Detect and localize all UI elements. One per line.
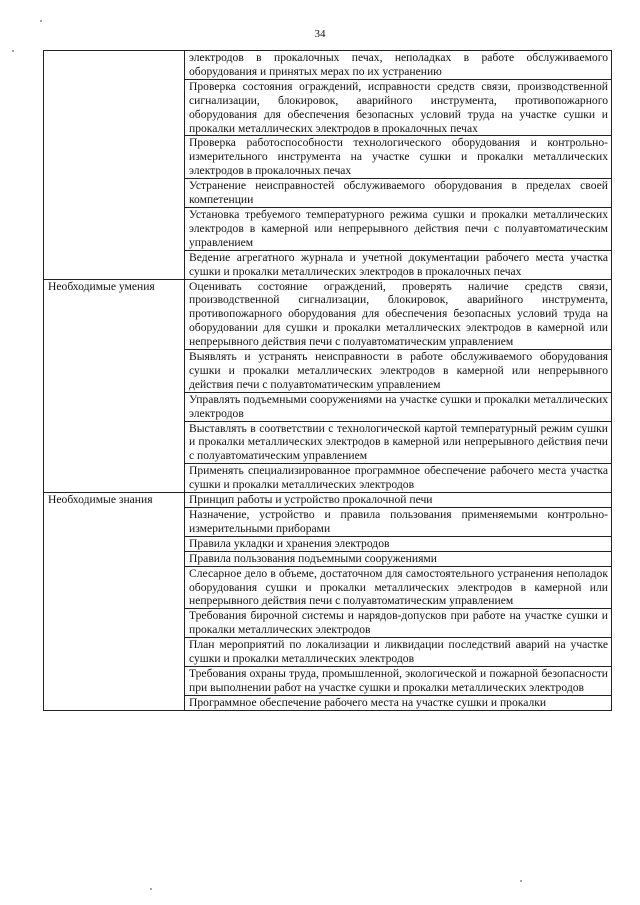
table-cell: Выявлять и устранять неисправности в работе обслуживаемого оборудования сушки и прокалки металлических электродов в камерной или непрерывного действия печи с полуавтоматическим управлением — [185, 350, 612, 393]
table-cell: Проверка состояния ограждений, исправности средств связи, производственной сигнализации, блокировок, аварийного инструмента, противопожарного оборудования для обеспечения безопасных условий труда на участке сушки и прокалки металлических электродов в прокалочных печах — [185, 79, 612, 136]
table-row — [44, 51, 612, 80]
row-label — [44, 51, 185, 280]
table-cell: Проверка работоспособности технологического оборудования и контрольно-измерительного инструмента на участке сушки и прокалки металлических электродов в прокалочных печах — [185, 136, 612, 179]
table-cell: Слесарное дело в объеме, достаточном для самостоятельного устранения неполадок оборудования сушки и прокалки металлических электродов в камерной или непрерывного действия печи с полуавтоматическим управлением — [185, 566, 612, 609]
table-cell: Устранение неисправностей обслуживаемого оборудования в пределах своей компетенции — [185, 179, 612, 208]
table-cell: Установка требуемого температурного режима сушки и прокалки металлических электродов в камерной или непрерывного действия печи с полуавтоматическим управлением — [185, 207, 612, 250]
table-cell: Требования бирочной системы и нарядов-допусков при работе на участке сушки и прокалки металлических электродов — [185, 609, 612, 638]
scan-speck — [150, 888, 152, 890]
table-cell: Требования охраны труда, промышленной, экологической и пожарной безопасности при выполнении работ на участке сушки и прокалки металлических электродов — [185, 666, 612, 695]
table-cell: Управлять подъемными сооружениями на участке сушки и прокалки металлических электродов — [185, 392, 612, 421]
table-row — [44, 493, 612, 508]
table-cell: электродов в прокалочных печах, неполадках в работе обслуживаемого оборудования и принятых мерах по их устранению — [185, 51, 612, 80]
table-cell: Программное обеспечение рабочего места на участке сушки и прокалки — [185, 695, 612, 710]
scan-speck — [12, 50, 14, 52]
table-cell: Принцип работы и устройство прокалочной печи — [185, 493, 612, 508]
table-cell: План мероприятий по локализации и ликвидации последствий аварий на участке сушки и прокалки металлических электродов — [185, 638, 612, 667]
row-label-skills: Необходимые умения — [44, 279, 185, 493]
row-label-knowledge: Необходимые знания — [44, 493, 185, 711]
table-cell: Правила пользования подъемными сооружениями — [185, 551, 612, 566]
table-cell: Назначение, устройство и правила пользования применяемыми контрольно-измерительными приборами — [185, 508, 612, 537]
table-cell: Ведение агрегатного журнала и учетной документации рабочего места участка сушки и прокалки металлических электродов в прокалочных печах — [185, 250, 612, 279]
table-cell: Оценивать состояние ограждений, проверять наличие средств связи, производственной сигнализации, блокировок, аварийного инструмента, противопожарного оборудования для обеспечения безопасных условий труда на оборудовании для сушки и прокалки металлических электродов в камерной или непрерывного действия печи с полуавтоматическим управлением — [185, 279, 612, 350]
table-cell: Применять специализированное программное обеспечение рабочего места участка сушки и прокалки металлических электродов — [185, 464, 612, 493]
scan-speck — [40, 20, 42, 22]
page-number: 34 — [314, 28, 326, 40]
table-row — [44, 279, 612, 350]
table-cell: Правила укладки и хранения электродов — [185, 536, 612, 551]
scan-speck — [520, 880, 522, 882]
table-cell: Выставлять в соответствии с технологической картой температурный режим сушки и прокалки металлических электродов в камерной или непрерывного действия печи с полуавтоматическим управлением — [185, 421, 612, 464]
competency-table — [43, 50, 612, 711]
